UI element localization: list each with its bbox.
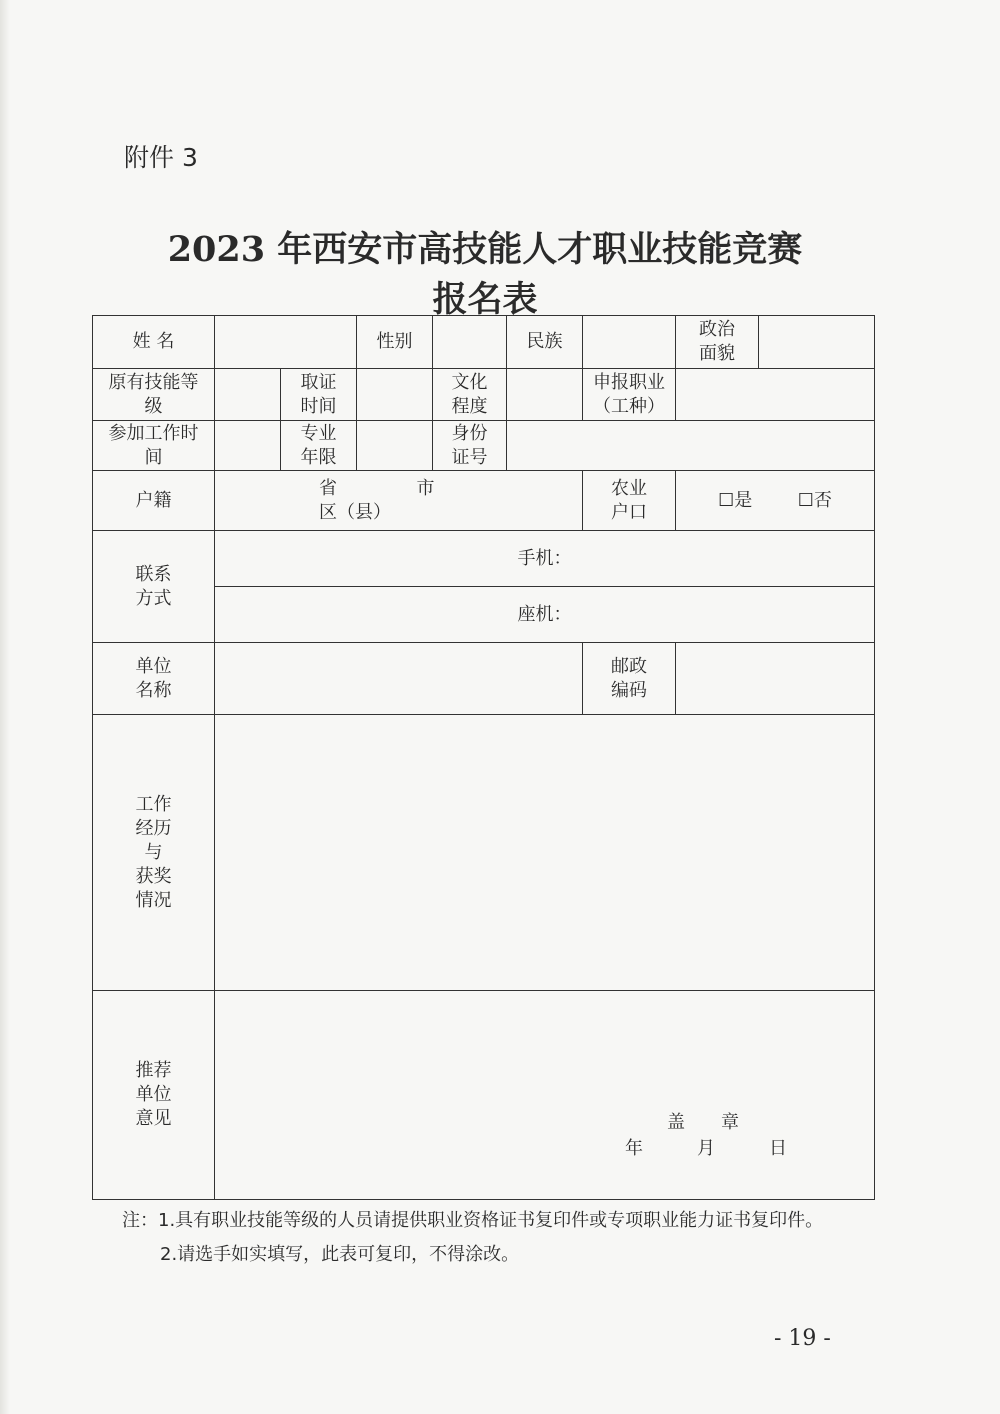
work-history-field[interactable]	[215, 715, 875, 991]
skill-level-label: 原有技能等 级	[93, 369, 215, 421]
agri-no-checkbox[interactable]: ☐否	[797, 489, 832, 511]
form-title: 2023 年西安市高技能人才职业技能竞赛	[167, 229, 803, 270]
seal-text: 盖 章	[667, 1112, 739, 1133]
name-label: 姓 名	[93, 316, 215, 369]
note-2: 2.请选手如实填写，此表可复印，不得涂改。	[160, 1244, 520, 1265]
hukou-field[interactable]	[215, 471, 583, 531]
id-label: 身份 证号	[433, 421, 507, 471]
work-start-label: 参加工作时 间	[93, 421, 215, 471]
landline-field[interactable]: 座机：	[215, 587, 875, 643]
apply-job-field[interactable]	[676, 369, 875, 421]
work-start-field[interactable]	[215, 421, 281, 471]
skill-level-field[interactable]	[215, 369, 281, 421]
city-text: 市	[416, 477, 435, 499]
work-history-label: 工作 经历 与 获奖 情况	[93, 715, 215, 991]
registration-form	[92, 315, 875, 1200]
mobile-field[interactable]: 手机：	[215, 531, 875, 587]
cert-time-field[interactable]	[357, 369, 433, 421]
political-field[interactable]	[759, 316, 875, 369]
years-label: 专业 年限	[281, 421, 357, 471]
gender-field[interactable]	[433, 316, 507, 369]
hukou-label: 户籍	[93, 471, 215, 531]
unit-label: 单位 名称	[93, 643, 215, 715]
province-text: 省	[319, 477, 337, 499]
contact-label: 联系 方式	[93, 531, 215, 643]
recommend-label: 推荐 单位 意见	[93, 991, 215, 1200]
agri-yes-checkbox[interactable]: ☐是	[718, 489, 753, 511]
ethnicity-label: 民族	[507, 316, 583, 369]
years-field[interactable]	[357, 421, 433, 471]
unit-field[interactable]	[215, 643, 583, 715]
education-field[interactable]	[507, 369, 583, 421]
ethnicity-field[interactable]	[583, 316, 676, 369]
name-field[interactable]	[215, 316, 357, 369]
education-label: 文化 程度	[433, 369, 507, 421]
postal-label: 邮政 编码	[583, 643, 676, 715]
gender-label: 性别	[357, 316, 433, 369]
page-number: - 19 -	[774, 1326, 831, 1351]
cert-time-label: 取证 时间	[281, 369, 357, 421]
recommend-field[interactable]	[215, 991, 875, 1200]
agri-label: 农业 户口	[583, 471, 676, 531]
postal-field[interactable]	[676, 643, 875, 715]
form-subtitle: 报名表	[432, 279, 538, 320]
political-label: 政治 面貌	[676, 316, 759, 369]
id-field[interactable]	[507, 421, 875, 471]
apply-job-label: 申报职业 （工种）	[583, 369, 676, 421]
note-1: 注：1.具有职业技能等级的人员请提供职业资格证书复印件或专项职业能力证书复印件。	[122, 1210, 824, 1231]
district-text: 区（县）	[319, 501, 391, 523]
agri-options	[676, 471, 875, 531]
scan-edge	[0, 0, 10, 1414]
attachment-label: 附件 3	[124, 143, 198, 172]
date-text: 年 月 日	[625, 1138, 787, 1159]
